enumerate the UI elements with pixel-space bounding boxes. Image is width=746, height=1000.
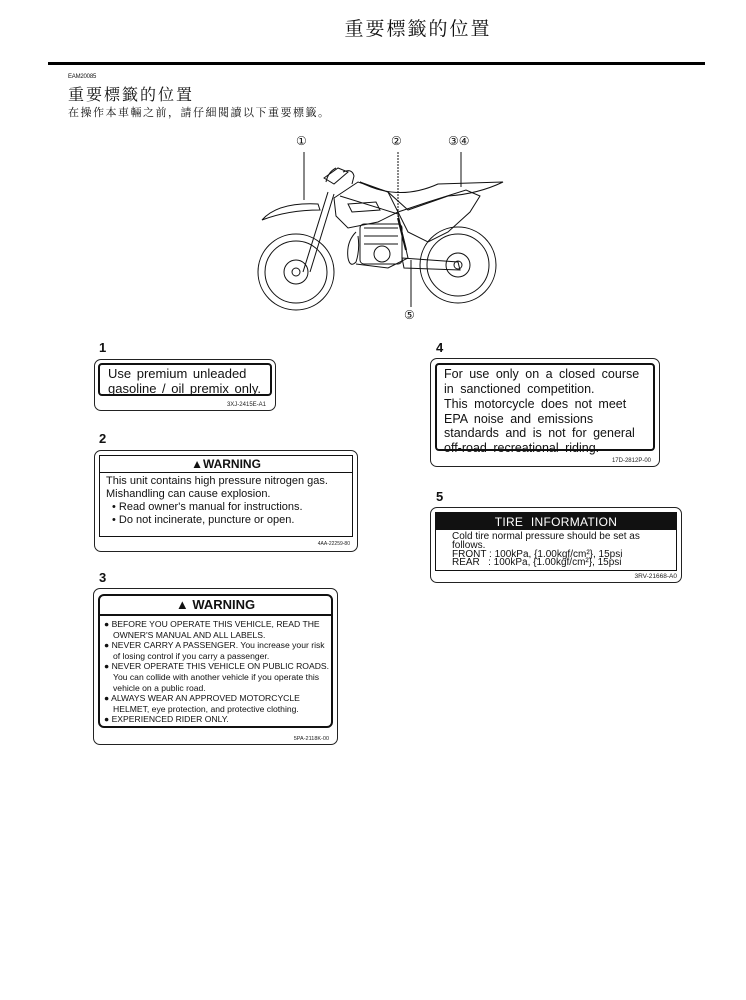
label-5-tire-information	[430, 507, 682, 583]
label-2-body: This unit contains high pressure nitrogen gas. Mishandling can cause explosion. • Read owner's manual for instructions. • Do not incinerate, puncture or open.	[106, 475, 328, 526]
callout-2: ②	[391, 134, 402, 148]
page-header	[0, 14, 746, 41]
label-4-competition-notice	[430, 358, 660, 467]
label-3-number: 3	[99, 570, 107, 585]
label-1-number: 1	[99, 340, 107, 355]
label-3-rider-warning	[93, 588, 338, 745]
label-2-part-number: 4AA-22259-80	[317, 541, 350, 547]
motorcycle-diagram	[248, 132, 510, 327]
intro-text: 在操作本車輛之前，請仔細閱讀以下重要標籤。	[68, 106, 331, 119]
section-title: 重要標籤的位置	[68, 85, 195, 104]
label-4-text: For use only on a closed course in sanctioned competition. This motorcycle does not meet EPA noise and emissions standards and is not for general off-road recreational riding.	[435, 363, 655, 451]
callout-5: ⑤	[404, 308, 415, 322]
callout-3-4: ③④	[448, 134, 470, 148]
label-1-text: Use premium unleaded gasoline / oil premix only.	[98, 363, 272, 396]
label-3-body: ● BEFORE YOU OPERATE THIS VEHICLE, READ THE OWNER'S MANUAL AND ALL LABELS. ● NEVER CARRY A PASSENGER. You increase your risk of losing control if you carry a passenger. ● NEVER OPERATE THIS VEHICLE ON PUBLIC ROADS. You can collide with another vehicle if you operate this vehicle on a public road. ● ALWAYS WEAR AN APPROVED MOTORCYCLE HELMET, eye protection, and protective clothing. ● EXPERIENCED RIDER ONLY.	[104, 619, 330, 725]
section-code: EAM20085	[68, 74, 97, 80]
label-5-number: 5	[436, 489, 444, 504]
label-2-warning-heading: ▲WARNING	[100, 456, 352, 473]
label-4-number: 4	[436, 340, 444, 355]
label-5-body: Cold tire normal pressure should be set as follows. FRONT : 100kPa, {1.00kgf/cm²}, 15psi REAR : 100kPa, {1.00kgf/cm²}, 15psi	[452, 531, 640, 569]
motorcycle-illustration	[248, 132, 510, 327]
label-4-part-number: 17D-2812P-00	[611, 458, 651, 464]
label-3-warning-heading: ▲ WARNING	[100, 596, 331, 616]
label-3-part-number: 5PA-2118K-00	[293, 736, 329, 742]
label-5-part-number: 3RV-21668-A0	[634, 573, 677, 580]
callout-1: ①	[296, 134, 307, 148]
label-2-number: 2	[99, 431, 107, 446]
label-2-nitrogen-warning	[94, 450, 358, 552]
label-5-heading: TIRE INFORMATION	[436, 513, 676, 530]
header-rule	[48, 62, 705, 65]
label-1-part-number: 3XJ-2415E-A1	[226, 402, 266, 408]
label-1-fuel	[94, 359, 276, 411]
page-header-title: 重要標籤的位置	[344, 18, 492, 40]
